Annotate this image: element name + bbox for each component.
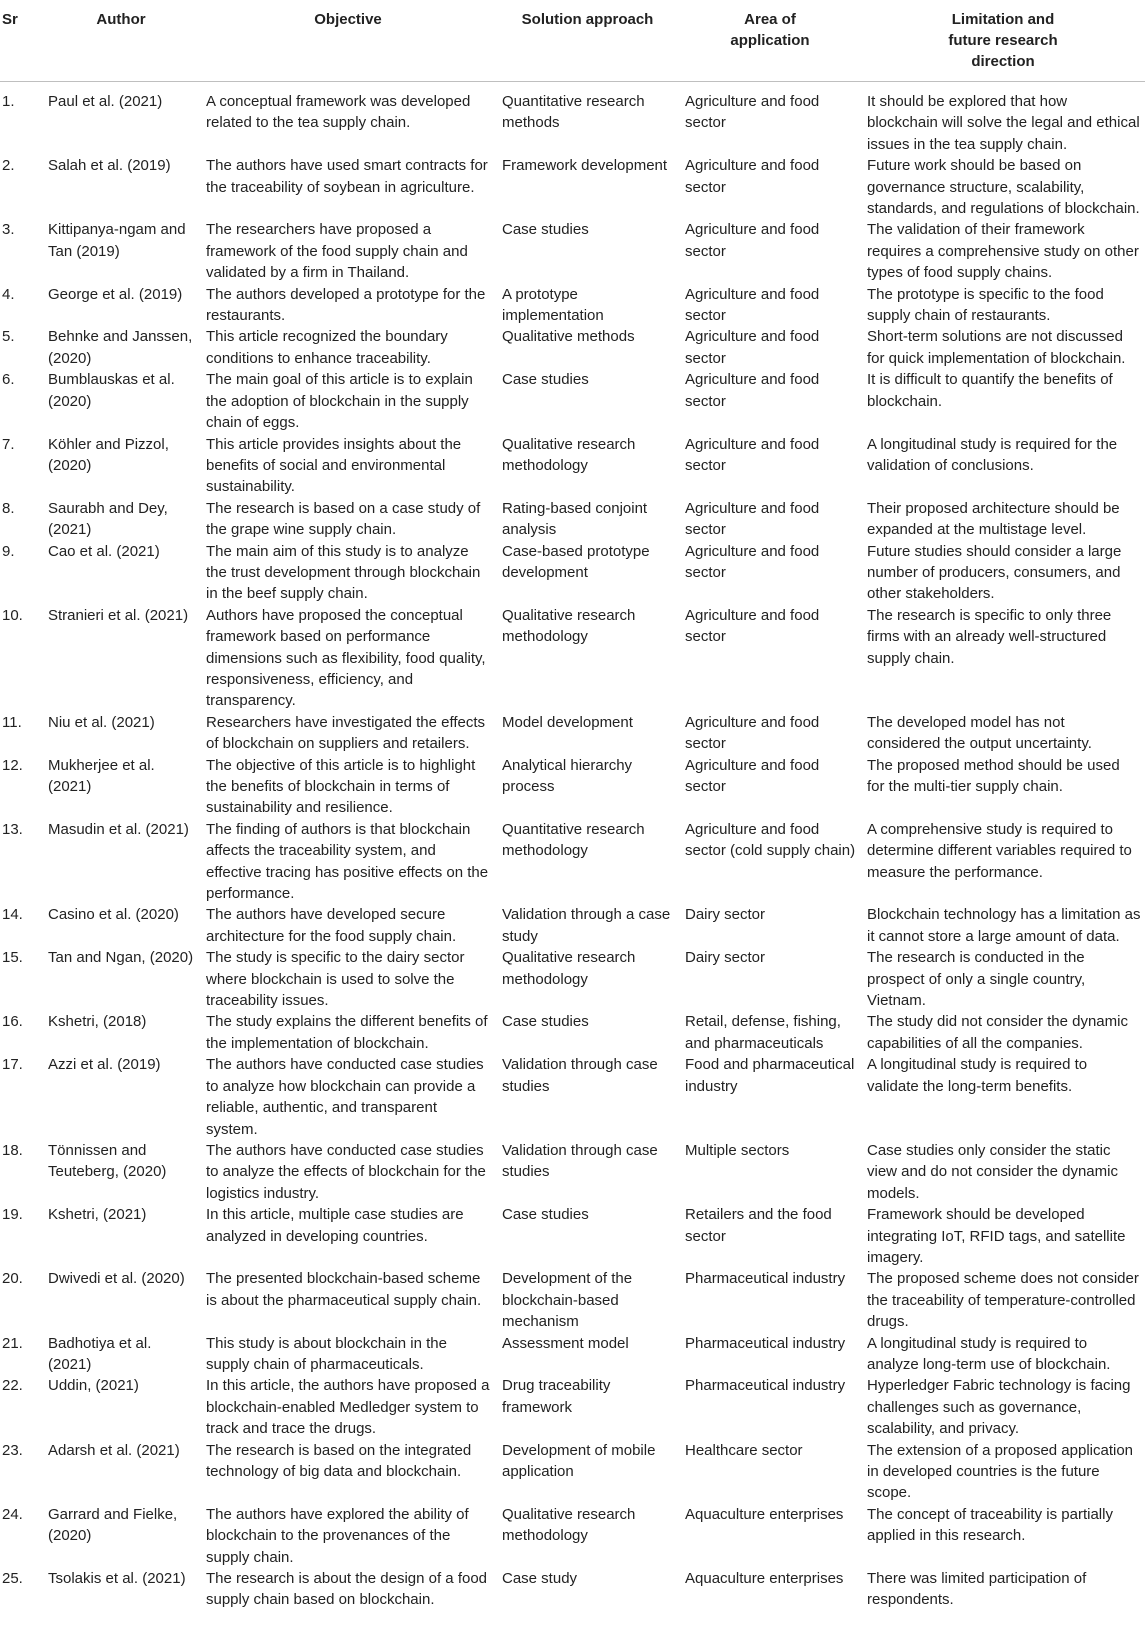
table-row [0,369,1145,433]
cell-objective: This article provides insights about the benefits of social and environmental sustainability. [206,435,462,496]
table-row [0,1504,1145,1568]
cell-sr: 2. [2,157,15,175]
cell-solution-approach: Qualitative methods [502,328,635,346]
cell-sr: 8. [2,499,15,517]
table-header [0,0,1145,82]
cell-objective: The research is based on a case study of the grape wine supply chain. [206,499,481,539]
cell-author: Köhler and Pizzol, (2020) [48,435,169,474]
cell-sr: 19. [2,1206,23,1224]
cell-sr: 18. [2,1141,23,1159]
cell-objective: In this article, multiple case studies are analyzed in developing countries. [206,1206,464,1245]
cell-solution-approach: Case studies [502,1206,589,1224]
cell-limitation: Case studies only consider the static view and do not consider the dynamic models. [867,1141,1118,1202]
cell-objective: The study explains the different benefits of the implementation of blockchain. [206,1013,488,1052]
cell-author: Bumblauskas et al. (2020) [48,371,175,410]
cell-sr: 23. [2,1441,23,1459]
cell-sr: 1. [2,93,15,110]
cell-objective: The main goal of this article is to explain the adoption of blockchain in the supply chain of eggs. [206,371,473,432]
table-row [0,1333,1145,1376]
cell-limitation: The concept of traceability is partially applied in this research. [867,1505,1113,1545]
cell-solution-approach: Framework development [502,157,668,175]
cell-author: Kittipanya-ngam and Tan (2019) [48,221,186,260]
table-row [0,819,1145,905]
cell-objective: Authors have proposed the conceptual framework based on performance dimensions such as flexibility, food quality, responsiveness, efficiency, and transparency. [206,606,486,710]
table-row [0,541,1145,605]
cell-solution-approach: Case study [502,1570,578,1588]
cell-objective: This study is about blockchain in the supply chain of pharmaceuticals. [206,1334,447,1373]
cell-author: Stranieri et al. (2021) [48,606,189,624]
cell-area-of-application: Agriculture and food sector [685,93,820,132]
header-limitation: Limitation and future research direction [861,0,1145,82]
cell-objective: The authors have developed secure architecture for the food supply chain. [206,906,457,945]
cell-solution-approach: Analytical hierarchy process [502,756,633,795]
cell-limitation: Future work should be based on governance structure, scalability, standards, and regulations of blockchain. [867,157,1140,218]
cell-solution-approach: Model development [502,713,633,731]
cell-limitation: The proposed method should be used for the multi-tier supply chain. [867,756,1120,795]
header-area-of-application: Area of application [679,0,861,82]
cell-sr: 14. [2,906,23,924]
cell-area-of-application: Agriculture and food sector [685,371,820,410]
cell-sr: 5. [2,328,15,346]
table-row [0,605,1145,712]
cell-objective: The finding of authors is that blockchain affects the traceability system, and effective tracing has positive effects on the performance. [206,820,489,903]
cell-author: Salah et al. (2019) [48,157,171,175]
table-row [0,1568,1145,1611]
cell-limitation: Short-term solutions are not discussed for quick implementation of blockchain. [867,328,1126,367]
cell-objective: The authors have conducted case studies to analyze how blockchain can provide a reliable, authentic, and transparent system. [206,1056,484,1138]
cell-solution-approach: Case studies [502,221,589,239]
cell-solution-approach: Qualitative research methodology [502,1505,636,1545]
cell-author: Kshetri, (2018) [48,1013,147,1031]
cell-limitation: A longitudinal study is required to validate the long-term benefits. [867,1056,1088,1095]
cell-area-of-application: Multiple sectors [685,1141,790,1159]
cell-area-of-application: Dairy sector [685,906,766,924]
cell-limitation: The prototype is specific to the food supply chain of restaurants. [867,285,1104,325]
cell-solution-approach: Rating-based conjoint analysis [502,499,648,539]
cell-area-of-application: Dairy sector [685,949,766,967]
cell-author: Uddin, (2021) [48,1377,139,1395]
cell-solution-approach: Quantitative research methodology [502,820,645,860]
cell-sr: 16. [2,1013,23,1031]
cell-author: Azzi et al. (2019) [48,1056,161,1074]
table-row [0,947,1145,1011]
table-row [0,1204,1145,1268]
cell-sr: 10. [2,606,23,624]
cell-solution-approach: Validation through case studies [502,1056,658,1095]
table-row [0,1375,1145,1439]
header-row [0,0,1145,82]
cell-author: Tönnissen and Teuteberg, (2020) [48,1141,167,1181]
cell-area-of-application: Pharmaceutical industry [685,1270,846,1288]
cell-objective: The research is based on the integrated technology of big data and blockchain. [206,1441,472,1480]
cell-limitation: Future studies should consider a large number of producers, consumers, and other stakeholders. [867,542,1122,603]
cell-solution-approach: Validation through a case study [502,906,671,945]
cell-limitation: The research is specific to only three firms with an already well-structured supply chain. [867,606,1112,667]
cell-objective: In this article, the authors have proposed a blockchain-enabled Medledger system to track and trace the drugs. [206,1377,490,1438]
cell-objective: This article recognized the boundary conditions to enhance traceability. [206,328,448,367]
cell-area-of-application: Aquaculture enterprises [685,1505,844,1523]
cell-area-of-application: Agriculture and food sector [685,435,820,474]
header-objective: Objective [200,0,496,82]
cell-solution-approach: Development of the blockchain-based mechanism [502,1270,633,1331]
table-row [0,1140,1145,1204]
table-row [0,219,1145,283]
header-author: Author [42,0,200,82]
cell-objective: The researchers have proposed a framework of the food supply chain and validated by a firm in Thailand. [206,221,468,282]
cell-solution-approach: Quantitative research methods [502,93,645,132]
cell-limitation: A longitudinal study is required to analyze long-term use of blockchain. [867,1334,1111,1373]
cell-objective: The authors have conducted case studies to analyze the effects of blockchain for the logistics industry. [206,1141,486,1202]
table-row [0,1054,1145,1140]
cell-solution-approach: A prototype implementation [502,285,604,325]
cell-area-of-application: Agriculture and food sector [685,756,820,795]
header-solution-approach: Solution approach [496,0,679,82]
cell-sr: 7. [2,435,15,453]
cell-sr: 22. [2,1377,23,1395]
cell-limitation: Framework should be developed integrating IoT, RFID tags, and satellite imagery. [867,1206,1126,1266]
cell-limitation: A longitudinal study is required for the validation of conclusions. [867,435,1118,474]
cell-objective: The objective of this article is to highlight the benefits of blockchain in terms of sustainability and resilience. [206,756,476,817]
cell-area-of-application: Agriculture and food sector [685,157,820,196]
cell-sr: 20. [2,1270,23,1288]
table-row [0,498,1145,541]
cell-area-of-application: Agriculture and food sector [685,221,820,260]
cell-solution-approach: Case studies [502,371,589,389]
cell-sr: 15. [2,949,23,967]
cell-sr: 21. [2,1334,23,1352]
cell-author: Paul et al. (2021) [48,93,163,110]
table-row [0,755,1145,819]
cell-author: Tan and Ngan, (2020) [48,949,194,967]
cell-author: George et al. (2019) [48,285,183,303]
cell-limitation: The validation of their framework requires a comprehensive study on other types of food supply chains. [867,221,1139,282]
cell-objective: The main aim of this study is to analyze the trust development through blockchain in the beef supply chain. [206,542,481,603]
cell-objective: The authors have used smart contracts for the traceability of soybean in agriculture. [206,157,488,196]
cell-area-of-application: Agriculture and food sector [685,285,820,325]
cell-author: Cao et al. (2021) [48,542,160,560]
cell-limitation: The extension of a proposed application in developed countries is the future scope. [867,1441,1134,1502]
cell-author: Mukherjee et al. (2021) [48,756,155,795]
cell-solution-approach: Qualitative research methodology [502,949,636,988]
table-row [0,712,1145,755]
cell-sr: 17. [2,1056,23,1074]
cell-area-of-application: Agriculture and food sector [685,499,820,539]
cell-sr: 9. [2,542,15,560]
cell-limitation: It is difficult to quantify the benefits of blockchain. [867,371,1113,410]
table-row [0,284,1145,327]
cell-author: Behnke and Janssen, (2020) [48,328,193,367]
cell-author: Garrard and Fielke, (2020) [48,1505,178,1545]
cell-objective: The authors have explored the ability of blockchain to the provenances of the supply chain. [206,1505,469,1566]
cell-area-of-application: Agriculture and food sector [685,606,820,646]
cell-solution-approach: Drug traceability framework [502,1377,611,1416]
cell-sr: 3. [2,221,15,239]
cell-author: Casino et al. (2020) [48,906,179,924]
cell-objective: Researchers have investigated the effects of blockchain on suppliers and retailers. [206,713,486,753]
cell-solution-approach: Qualitative research methodology [502,435,636,474]
cell-sr: 13. [2,820,23,838]
table-row [0,155,1145,219]
cell-solution-approach: Qualitative research methodology [502,606,636,646]
cell-area-of-application: Aquaculture enterprises [685,1570,844,1588]
cell-sr: 6. [2,371,15,389]
cell-limitation: A comprehensive study is required to determine different variables required to measure the performance. [867,820,1132,881]
cell-objective: A conceptual framework was developed related to the tea supply chain. [206,93,471,132]
cell-solution-approach: Case studies [502,1013,589,1031]
cell-area-of-application: Healthcare sector [685,1441,803,1459]
cell-author: Adarsh et al. (2021) [48,1441,180,1459]
table-row [0,1011,1145,1054]
cell-objective: The presented blockchain-based scheme is about the pharmaceutical supply chain. [206,1270,482,1309]
cell-limitation: It should be explored that how blockchain will solve the legal and ethical issues in the tea supply chain. [867,93,1140,153]
cell-area-of-application: Retailers and the food sector [685,1206,832,1245]
cell-author: Tsolakis et al. (2021) [48,1570,186,1588]
cell-limitation: Blockchain technology has a limitation as it cannot store a large amount of data. [867,906,1141,945]
cell-limitation: The developed model has not considered the output uncertainty. [867,713,1092,753]
table-row [0,326,1145,369]
cell-objective: The research is about the design of a food supply chain based on blockchain. [206,1570,488,1609]
cell-area-of-application: Agriculture and food sector [685,542,820,581]
table-row [0,904,1145,947]
cell-author: Badhotiya et al. (2021) [48,1334,152,1373]
table-row [0,434,1145,498]
cell-author: Saurabh and Dey, (2021) [48,499,168,539]
cell-solution-approach: Validation through case studies [502,1141,658,1181]
cell-sr: 4. [2,285,15,303]
table-row [0,1440,1145,1504]
cell-limitation: There was limited participation of respondents. [867,1570,1087,1609]
table-body [0,82,1145,1611]
cell-sr: 11. [2,713,22,731]
cell-author: Kshetri, (2021) [48,1206,147,1224]
cell-sr: 25. [2,1570,23,1588]
header-sr: Sr [0,0,42,82]
cell-solution-approach: Assessment model [502,1334,629,1352]
cell-sr: 12. [2,756,23,774]
cell-limitation: The proposed scheme does not consider the traceability of temperature-controlled drugs. [867,1270,1139,1331]
cell-author: Masudin et al. (2021) [48,820,189,838]
cell-area-of-application: Agriculture and food sector [685,328,820,367]
cell-author: Niu et al. (2021) [48,713,155,731]
cell-sr: 24. [2,1505,23,1523]
cell-solution-approach: Case-based prototype development [502,542,650,581]
cell-area-of-application: Pharmaceutical industry [685,1334,846,1352]
cell-limitation: The study did not consider the dynamic capabilities of all the companies. [867,1013,1128,1052]
cell-author: Dwivedi et al. (2020) [48,1270,185,1288]
table-row [0,82,1145,156]
cell-area-of-application: Agriculture and food sector [685,713,820,753]
cell-objective: The authors developed a prototype for the restaurants. [206,285,486,325]
cell-area-of-application: Agriculture and food sector (cold supply chain) [685,820,856,860]
cell-area-of-application: Pharmaceutical industry [685,1377,846,1395]
cell-limitation: Their proposed architecture should be expanded at the multistage level. [867,499,1120,539]
cell-area-of-application: Food and pharmaceutical industry [685,1056,855,1095]
cell-objective: The study is specific to the dairy sector where blockchain is used to solve the traceability issues. [206,949,465,1010]
cell-limitation: Hyperledger Fabric technology is facing challenges such as governance, scalability, and privacy. [867,1377,1131,1438]
cell-solution-approach: Development of mobile application [502,1441,656,1480]
table-row [0,1268,1145,1332]
cell-area-of-application: Retail, defense, fishing, and pharmaceuticals [685,1013,841,1052]
cell-limitation: The research is conducted in the prospect of only a single country, Vietnam. [867,949,1086,1010]
